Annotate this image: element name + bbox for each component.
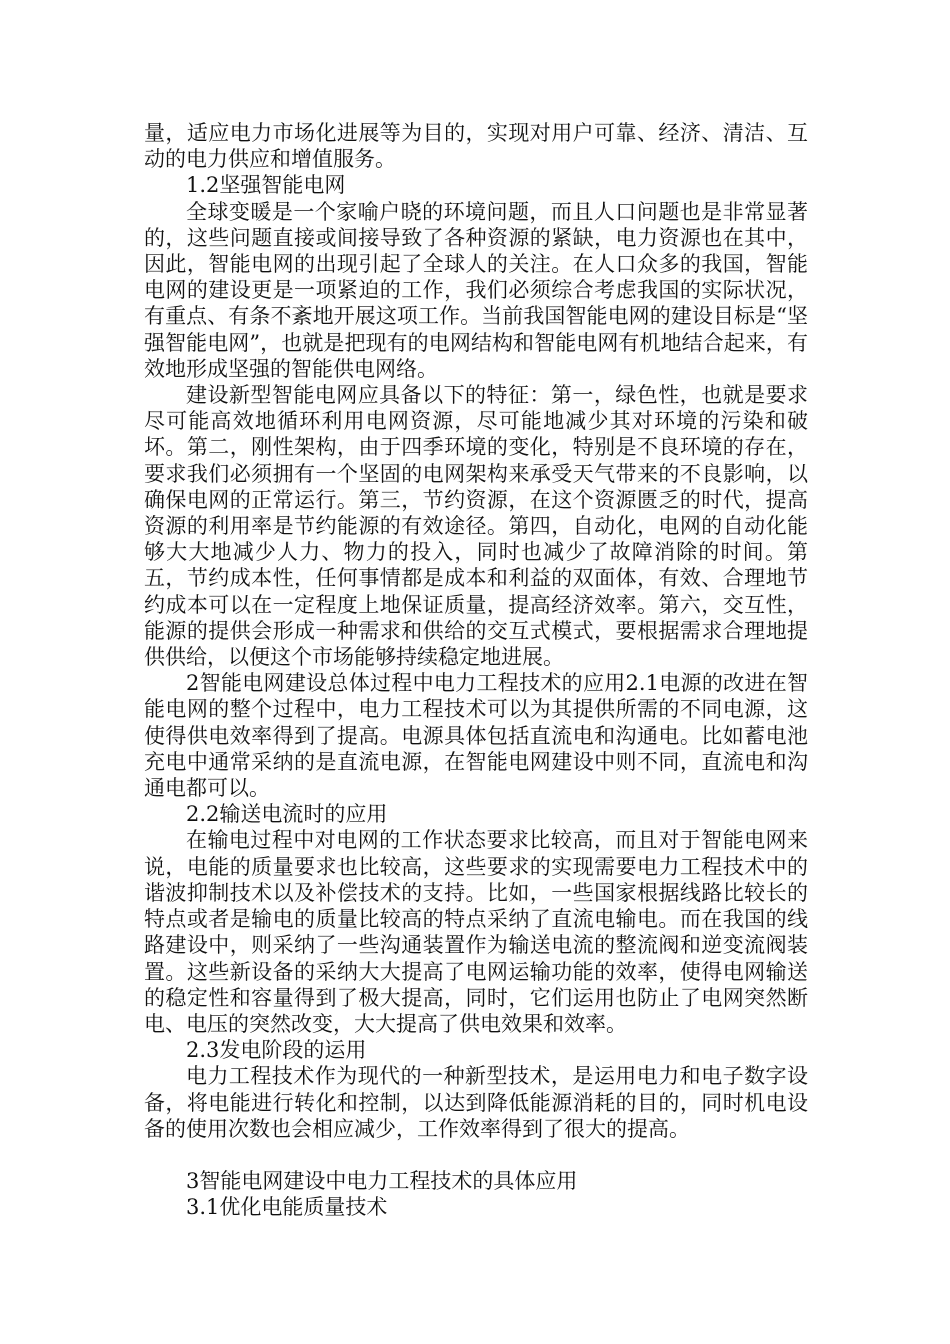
- section-heading-2-3: 2.3发电阶段的运用: [186, 1038, 367, 1063]
- paragraph-transmission: 在输电过程中对电网的工作状态要求比较高，而且对于智能电网来说，电能的质量要求也比较高，这些要求的实现需要电力工程技术中的谐波抑制技术以及补偿技术的支持。比如，一些国家根据线路比较长的特点或者是输电的质量比较高的特点采纳了直流电输电。而在我国的线路建设中，则采纳了一些沟通装置作为输送电流的整流阀和逆变流阀装置。这些新设备的采纳大大提高了电网运输功能的效率，使得电网输送的稳定性和容量得到了极大提高，同时，它们运用也防止了电网突然断电、电压的突然改变，大大提高了供电效果和效率。: [144, 828, 808, 1036]
- paragraph-generation: 电力工程技术作为现代的一种新型技术，是运用电力和电子数字设备，将电能进行转化和控制，以达到降低能源消耗的目的，同时机电设备的使用次数也会相应减少，工作效率得到了很大的提高。: [144, 1064, 808, 1141]
- section-heading-3-1: 3.1优化电能质量技术: [186, 1195, 388, 1220]
- paragraph-intro-continued: 量，适应电力市场化进展等为目的，实现对用户可靠、经济、清洁、互动的电力供应和增值服务。: [144, 121, 808, 172]
- section-heading-2-2: 2.2输送电流时的应用: [186, 802, 388, 827]
- section-heading-3: 3智能电网建设中电力工程技术的具体应用: [186, 1168, 578, 1193]
- blank-line: [144, 1142, 808, 1168]
- paragraph-global-warming: 全球变暖是一个家喻户晓的环境问题，而且人口问题也是非常显著的，这些问题直接或间接导致了各种资源的紧缺，电力资源也在其中，因此，智能电网的出现引起了全球人的关注。在人口众多的我国，智能电网的建设更是一项紧迫的工作，我们必须综合考虑我国的实际状况，有重点、有条不紊地开展这项工作。当前我国智能电网的建设目标是“坚强智能电网”，也就是把现有的电网结构和智能电网有机地结合起来，有效地形成坚强的智能供电网络。: [144, 199, 808, 381]
- document-page: [144, 120, 808, 1220]
- section-heading-1-2: 1.2坚强智能电网: [186, 173, 346, 198]
- paragraph-grid-features: 建设新型智能电网应具备以下的特征：第一，绿色性，也就是要求尽可能高效地循环利用电网资源，尽可能地减少其对环境的污染和破坏。第二，刚性架构，由于四季环境的变化，特别是不良环境的存在，要求我们必须拥有一个坚固的电网架构来承受天气带来的不良影响，以确保电网的正常运行。第三，节约资源，在这个资源匮乏的时代，提高资源的利用率是节约能源的有效途径。第四，自动化，电网的自动化能够大大地减少人力、物力的投入，同时也减少了故障消除的时间。第五，节约成本性，任何事情都是成本和利益的双面体，有效、合理地节约成本可以在一定程度上地保证质量，提高经济效率。第六，交互性，能源的提供会形成一种需求和供给的交互式模式，要根据需求合理地提供供给，以便这个市场能够持续稳定地进展。: [144, 383, 808, 670]
- paragraph-section-2-power-source: 2智能电网建设总体过程中电力工程技术的应用2.1电源的改进在智能电网的整个过程中，电力工程技术可以为其提供所需的不同电源，这使得供电效率得到了提高。电源具体包括直流电和沟通电。比如蓄电池充电中通常采纳的是直流电源，在智能电网建设中则不同，直流电和沟通电都可以。: [144, 671, 808, 801]
